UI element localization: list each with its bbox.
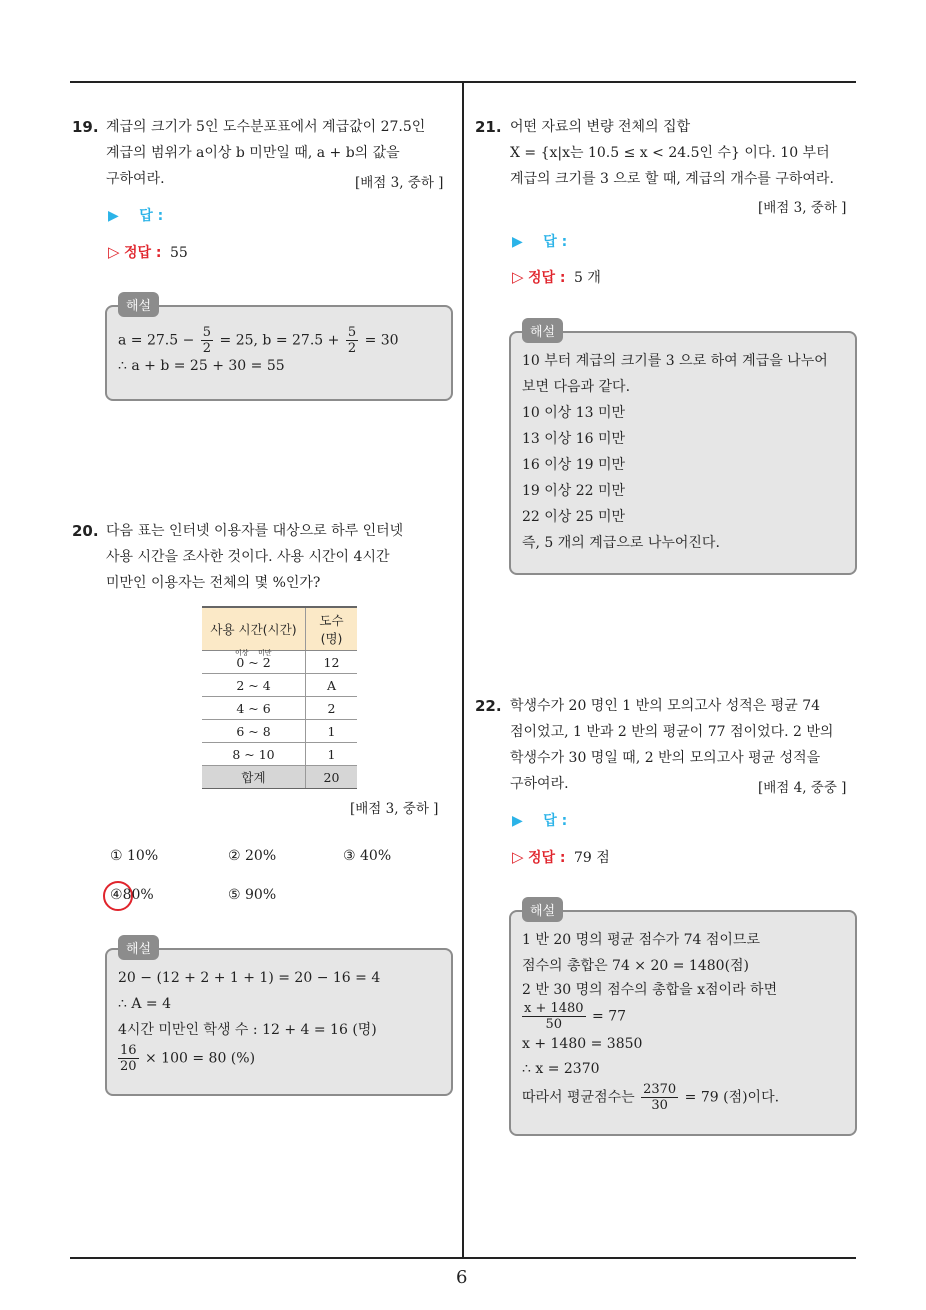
answer-row-22[interactable]	[512, 810, 567, 830]
explanation-line	[118, 325, 399, 356]
correct-value: 55	[169, 245, 188, 261]
score-meta-20: [배점 3, 중하 ]	[350, 801, 439, 817]
score-meta-21: [배점 3, 중하 ]	[758, 200, 847, 216]
explanation-line: 19 이상 22 미만	[522, 483, 626, 499]
explanation-line: 13 이상 16 미만	[522, 431, 626, 447]
explanation-text-21	[522, 348, 828, 556]
table-cell: 20	[306, 766, 358, 789]
table-row	[202, 743, 357, 766]
outline-triangle-icon: ▷	[512, 268, 524, 286]
table-cell: 1	[306, 720, 358, 743]
superscript-label: 미만	[258, 649, 272, 657]
denominator: 2	[202, 341, 212, 356]
question-text-21	[510, 114, 860, 192]
table-row	[202, 674, 357, 697]
denominator: 2	[347, 341, 357, 356]
answer-row-21[interactable]	[512, 231, 567, 251]
numerator: x + 1480	[524, 1001, 584, 1016]
denominator: 30	[651, 1098, 668, 1113]
table-cell	[202, 651, 306, 674]
superscript-label: 이상	[235, 649, 249, 657]
choice-2[interactable]: ② 20%	[228, 848, 277, 864]
question-number-21: 21.	[475, 118, 502, 136]
score-meta-22: [배점 4, 중중 ]	[758, 780, 847, 796]
table-cell: 8 ~ 10	[202, 743, 306, 766]
question-number-19: 19.	[72, 118, 99, 136]
question-line: 다음 표는 인터넷 이용자를 대상으로 하루 인터넷	[106, 523, 404, 539]
table-cell: 합계	[202, 766, 306, 789]
numerator: 2370	[643, 1082, 677, 1097]
table-row	[202, 720, 357, 743]
question-line: 어떤 자료의 변량 전체의 집합	[510, 119, 691, 135]
fraction	[346, 325, 358, 356]
frequency-table	[202, 606, 357, 789]
denominator: 20	[120, 1059, 137, 1074]
explanation-line: 10 이상 13 미만	[522, 405, 626, 421]
fraction	[201, 325, 213, 356]
fraction	[641, 1082, 678, 1113]
explanation-line: 1 반 20 명의 평균 점수가 74 점이므로	[522, 932, 760, 948]
table-cell: 6 ~ 8	[202, 720, 306, 743]
correct-label: 정답 :	[528, 850, 566, 866]
explanation-line: 22 이상 25 미만	[522, 509, 626, 525]
table-cell: A	[306, 674, 358, 697]
cell-text: 0 ~ 2	[236, 654, 271, 670]
score-meta-19: [배점 3, 중하 ]	[355, 175, 444, 191]
explanation-line: ∴ x = 2370	[522, 1061, 600, 1077]
correct-label: 정답 :	[528, 270, 566, 286]
explanation-line: 16 이상 19 미만	[522, 457, 626, 473]
table-total-row	[202, 766, 357, 789]
question-line: 계급의 범위가 a이상 b 미만일 때, a + b의 값을	[106, 145, 400, 161]
play-triangle-icon: ▶	[512, 813, 523, 829]
math-text: = 79 (점)이다.	[684, 1089, 780, 1106]
explanation-line: 20 − (12 + 2 + 1 + 1) = 20 − 16 = 4	[118, 970, 381, 986]
choice-number: ④	[110, 887, 123, 903]
answer-label: 답 :	[139, 208, 164, 224]
explanation-text-20	[118, 965, 380, 1074]
correct-label: 정답 :	[124, 245, 162, 261]
explanation-line	[118, 1043, 380, 1074]
correct-answer-row-22	[512, 847, 610, 867]
explanation-line: 2 반 30 명의 점수의 총합을 x점이라 하면	[522, 982, 778, 998]
explanation-line	[522, 1082, 779, 1113]
table-cell: 12	[306, 651, 358, 674]
numerator: 16	[120, 1043, 137, 1058]
fraction	[118, 1043, 139, 1074]
bottom-rule	[70, 1257, 856, 1259]
explanation-tag: 해설	[522, 897, 563, 922]
question-line: 학생수가 20 명인 1 반의 모의고사 성적은 평균 74	[510, 698, 821, 714]
table-header-time: 사용 시간(시간)	[202, 607, 306, 651]
explanation-line: x + 1480 = 3850	[522, 1036, 643, 1052]
table-cell: 2	[306, 697, 358, 720]
explanation-line: 점수의 총합은 74 × 20 = 1480(점)	[522, 958, 750, 974]
question-line: 학생수가 30 명일 때, 2 반의 모의고사 평균 성적을	[510, 750, 821, 766]
question-line: 사용 시간을 조사한 것이다. 사용 시간이 4시간	[106, 549, 390, 565]
answer-label: 답 :	[543, 813, 568, 829]
question-line: 구하여라.	[510, 776, 569, 792]
math-text: = 77	[592, 1008, 627, 1025]
question-line: 점이었고, 1 반과 2 반의 평균이 77 점이었다. 2 반의	[510, 724, 834, 740]
choice-4[interactable]	[110, 887, 154, 903]
answer-label: 답 :	[543, 234, 568, 250]
explanation-line: 4시간 미만인 학생 수 : 12 + 4 = 16 (명)	[118, 1022, 377, 1038]
outline-triangle-icon: ▷	[512, 848, 524, 866]
choice-5[interactable]: ⑤ 90%	[228, 887, 277, 903]
question-line: 미만인 이용자는 전체의 몇 %인가?	[106, 575, 321, 591]
explanation-line: ∴ a + b = 25 + 30 = 55	[118, 358, 285, 374]
column-divider	[462, 82, 464, 1258]
explanation-line	[522, 1001, 779, 1032]
question-line: 계급의 크기가 5인 도수분포표에서 계급값이 27.5인	[106, 119, 426, 135]
math-text: 따라서 평균점수는	[522, 1089, 635, 1106]
math-text: a = 27.5 −	[118, 332, 195, 349]
explanation-line: 즉, 5 개의 계급으로 나누어진다.	[522, 535, 720, 551]
explanation-tag: 해설	[522, 318, 563, 343]
math-text: = 25, b = 27.5 +	[219, 332, 340, 349]
explanation-line: 10 부터 계급의 크기를 3 으로 하여 계급을 나누어	[522, 353, 828, 369]
table-cell: 4 ~ 6	[202, 697, 306, 720]
play-triangle-icon: ▶	[108, 208, 119, 224]
correct-value: 5 개	[573, 270, 601, 286]
question-text-20	[106, 518, 456, 596]
outline-triangle-icon: ▷	[108, 243, 120, 261]
explanation-text-22	[522, 927, 779, 1113]
answer-row-19[interactable]	[108, 205, 163, 225]
play-triangle-icon: ▶	[512, 234, 523, 250]
correct-answer-row-19	[108, 242, 188, 262]
question-line: X = {x|x는 10.5 ≤ x < 24.5인 수} 이다. 10 부터	[510, 145, 830, 161]
question-line: 구하여라.	[106, 171, 165, 187]
correct-value: 79 점	[573, 850, 610, 866]
explanation-line: ∴ A = 4	[118, 996, 172, 1012]
page-number: 6	[456, 1267, 468, 1288]
explanation-line: 보면 다음과 같다.	[522, 379, 631, 395]
table-header-row	[202, 607, 357, 651]
choice-1[interactable]: ① 10%	[110, 848, 159, 864]
choice-value: 80%	[122, 887, 154, 903]
question-number-20: 20.	[72, 522, 99, 540]
numerator: 5	[202, 325, 212, 340]
table-row	[202, 697, 357, 720]
explanation-tag: 해설	[118, 292, 159, 317]
numerator: 5	[347, 325, 357, 340]
explanation-text-19	[118, 325, 399, 376]
table-cell: 2 ~ 4	[202, 674, 306, 697]
table-row	[202, 651, 357, 674]
choice-3[interactable]: ③ 40%	[343, 848, 392, 864]
table-cell: 1	[306, 743, 358, 766]
question-line: 계급의 크기를 3 으로 할 때, 계급의 개수를 구하여라.	[510, 171, 834, 187]
denominator: 50	[545, 1017, 563, 1032]
fraction	[522, 1001, 586, 1032]
explanation-tag: 해설	[118, 935, 159, 960]
correct-answer-row-21	[512, 267, 601, 287]
table-header-count: 도수(명)	[306, 607, 358, 651]
math-text: × 100 = 80 (%)	[145, 1050, 256, 1067]
question-number-22: 22.	[475, 697, 502, 715]
math-text: = 30	[364, 332, 399, 349]
